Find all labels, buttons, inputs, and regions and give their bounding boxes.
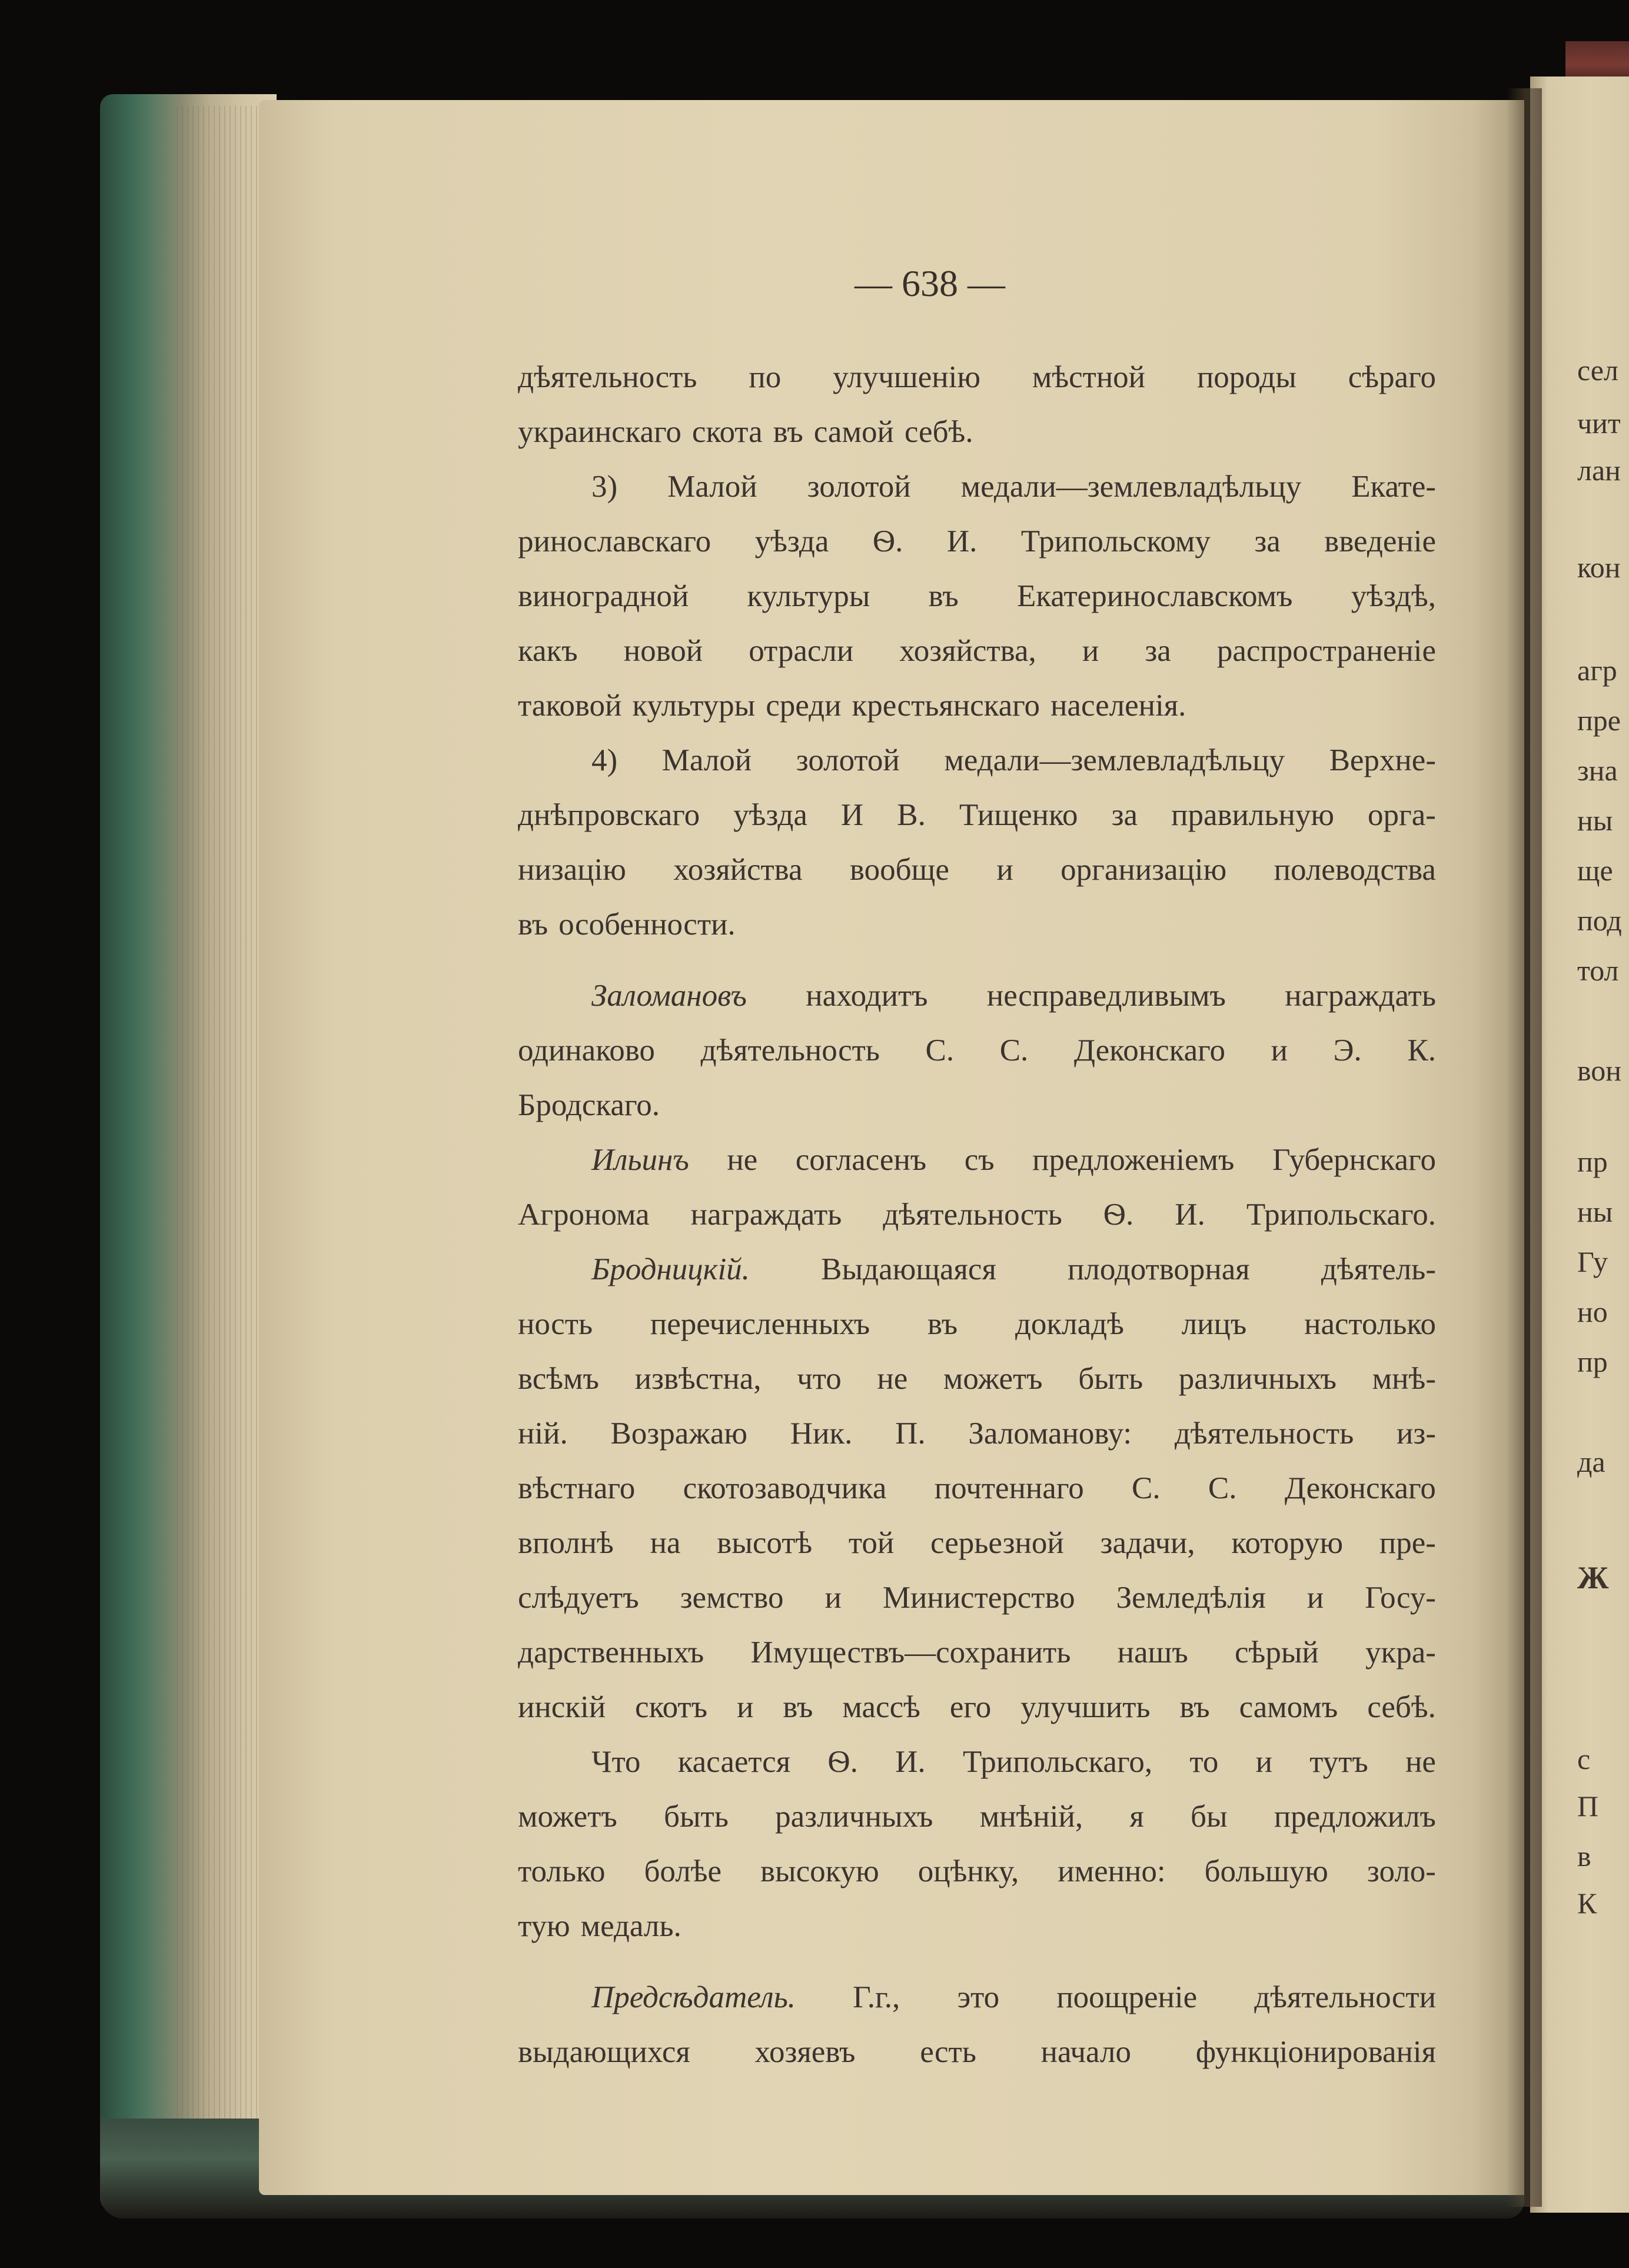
speaker-name: Бродницкій. xyxy=(591,1252,750,1286)
speaker-name: Заломановъ xyxy=(591,979,747,1013)
text-line: Бродницкій. Выдающаяся плодотворная дѣятель- xyxy=(518,1242,1436,1297)
book-gutter xyxy=(1507,88,1542,2207)
text-line: можетъ быть различныхъ мнѣній, я бы предложилъ xyxy=(518,1800,1436,1834)
text-line: вполнѣ на высотѣ той серьезной задачи, которую пре- xyxy=(518,1526,1436,1560)
text-line: ринославскаго уѣзда Ѳ. И. Трипольскому за введеніе xyxy=(518,524,1436,558)
facing-page-fragment: П xyxy=(1577,1790,1599,1823)
text-line: Бродскаго. xyxy=(518,1088,660,1122)
text-line: Агронома награждать дѣятельность Ѳ. И. Трипольскаго. xyxy=(518,1198,1436,1232)
facing-page-fragment: зна xyxy=(1577,754,1618,787)
facing-page-fragment: да xyxy=(1577,1445,1605,1478)
text-line: виноградной культуры въ Екатеринославскомъ уѣздѣ, xyxy=(518,579,1436,613)
facing-page-fragment: ны xyxy=(1577,1195,1613,1228)
facing-page-fragment: но xyxy=(1577,1295,1608,1328)
text-line: какъ новой отрасли хозяйства, и за распространеніе xyxy=(518,634,1436,668)
facing-page-fragment: тол xyxy=(1577,954,1619,987)
facing-page-fragment: Ж xyxy=(1577,1560,1609,1595)
facing-page-fragment: Гу xyxy=(1577,1245,1608,1278)
facing-page-fragment: вон xyxy=(1577,1054,1622,1087)
text-line: украинскаго скота въ самой себѣ. xyxy=(518,415,973,449)
text-line: слѣдуетъ земство и Министерство Земледѣлія и Госу- xyxy=(518,1581,1436,1615)
text-line: Заломановъ находитъ несправедливымъ награждать xyxy=(518,969,1436,1023)
page-number: — 638 — xyxy=(855,262,1005,304)
text-line: 4) Малой золотой медали—землевладѣльцу Верхне- xyxy=(591,743,1436,777)
text-line: дѣятельность по улучшенію мѣстной породы сѣраго xyxy=(518,360,1436,394)
facing-page-fragment: К xyxy=(1577,1887,1597,1920)
facing-page-fragment: в xyxy=(1577,1840,1591,1873)
text-line: дарственныхъ Имуществъ—сохранить нашъ сѣрый укра- xyxy=(518,1635,1436,1670)
text-line: тую медаль. xyxy=(518,1909,681,1943)
facing-page-fragment: кон xyxy=(1577,551,1621,584)
speaker-name: Предсѣдатель. xyxy=(591,1980,796,2014)
text-line: въ особенности. xyxy=(518,907,736,942)
facing-page-fragment: сел xyxy=(1577,354,1618,387)
speaker-name: Ильинъ xyxy=(591,1143,689,1177)
paragraph-gap xyxy=(518,952,1436,969)
text-line: 3) Малой золотой медали—землевладѣльцу Екате- xyxy=(591,470,1436,504)
text-line: Ильинъ не согласенъ съ предложеніемъ Губернскаго xyxy=(518,1133,1436,1188)
facing-page-fragment: ны xyxy=(1577,804,1613,837)
text-line: Что касается Ѳ. И. Трипольскаго, то и тутъ не xyxy=(591,1745,1436,1779)
text-line: ній. Возражаю Ник. П. Заломанову: дѣятельность из- xyxy=(518,1416,1436,1451)
text-line: инскій скотъ и въ массѣ его улучшить въ самомъ себѣ. xyxy=(518,1690,1436,1724)
paragraph-gap xyxy=(518,1954,1436,1970)
facing-page-fragment: под xyxy=(1577,904,1622,937)
facing-page-fragment: ще xyxy=(1577,854,1613,887)
facing-page-fragment: пр xyxy=(1577,1345,1608,1378)
text-line: одинаково дѣятельность С. С. Деконскаго и Э. К. xyxy=(518,1033,1436,1068)
text-line: низацію хозяйства вообще и организацію полеводства xyxy=(518,853,1436,887)
text-line: выдающихся хозяевъ есть начало функціонированія xyxy=(518,2035,1436,2069)
page-text xyxy=(518,350,1436,2080)
text-line: ность перечисленныхъ въ докладѣ лицъ настолько xyxy=(518,1307,1436,1341)
facing-page-fragment: пре xyxy=(1577,704,1621,737)
text-line: вѣстнаго скотозаводчика почтеннаго С. С. Деконскаго xyxy=(518,1471,1436,1505)
text-line: Предсѣдатель. Г.г., это поощреніе дѣятельности xyxy=(518,1970,1436,2025)
facing-page-fragment: с xyxy=(1577,1742,1591,1775)
text-line: только болѣе высокую оцѣнку, именно: большую золо- xyxy=(518,1854,1436,1888)
facing-page-fragment: чит xyxy=(1577,407,1621,440)
facing-page-fragment: лан xyxy=(1577,454,1621,487)
facing-page-fragment: пр xyxy=(1577,1145,1608,1178)
text-line: всѣмъ извѣстна, что не можетъ быть различныхъ мнѣ- xyxy=(518,1362,1436,1396)
facing-page-fragment: агр xyxy=(1577,654,1617,687)
text-line: таковой культуры среди крестьянскаго населенія. xyxy=(518,689,1186,723)
text-line: днѣпровскаго уѣзда И В. Тищенко за правильную орга- xyxy=(518,798,1436,832)
